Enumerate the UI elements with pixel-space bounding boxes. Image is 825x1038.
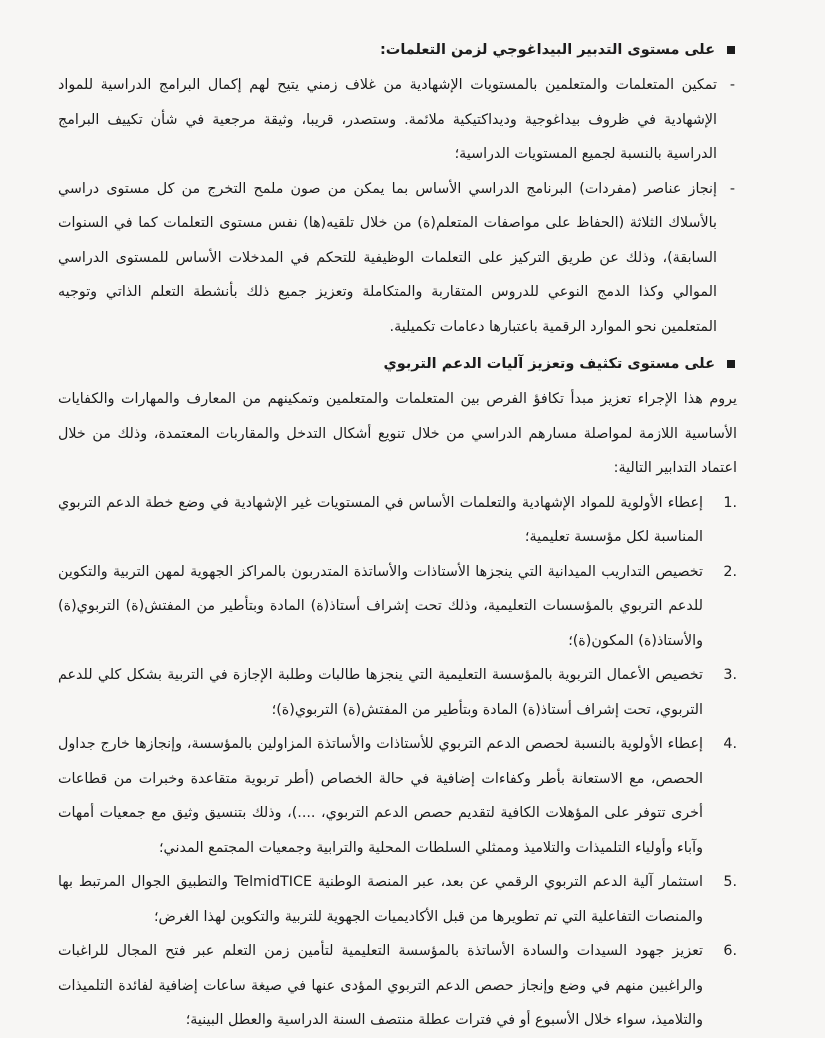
item-number: 2. [723,563,737,580]
numbered-measures-list [58,486,737,1038]
list-item: 4. إعطاء الأولوية بالنسبة لحصص الدعم التربوي للأستاذات والأساتذة المزاولين بالمؤسسة، وإنجازها خارج جداول الحصص، مع الاستعانة بأطر وكفاءات إضافية في حالة الخصاص (أطر تربوية متقاعدة وخبرات من قطاعات أخرى تتوفر على المؤهلات الكافية لتقديم حصص الدعم التربوي، ....)، وذلك بتنسيق وثيق مع جمعيات أمهات وآباء وأولياء التلميذات والتلاميذ وممثلي السلطات المحلية والترابية وجمعيات المجتمع المدني؛ [58,727,737,865]
section-heading-pedagogical-time: على مستوى التدبير البيداغوجي لزمن التعلمات: [58,38,737,62]
item-number: 1. [723,494,737,511]
dash-list-item: - تمكين المتعلمات والمتعلمين بالمستويات الإشهادية من غلاف زمني يتيح لهم إكمال البرامج الدراسية للمواد الإشهادية في ظروف بيداغوجية وديداكتيكية ملائمة. وستصدر، قريبا، وثيقة مرجعية في شأن تكييف البرامج الدراسية بالنسبة لجميع المستويات الدراسية؛ [58,68,737,172]
dash-list-item: - إنجاز عناصر (مفردات) البرنامج الدراسي الأساس بما يمكن من صون ملمح التخرج من كل مستوى دراسي بالأسلاك الثلاثة (الحفاظ على مواصفات المتعلم(ة) من خلال تلقيه(ها) نفس مستوى التعلمات كما في السنوات السابقة)، وذلك عن طريق التركيز على التعلمات الوظيفية للتحكم في المدخلات الأساس للمستوى الدراسي الموالي وكذا الدمج النوعي للدروس المتقاربة والمتكاملة وتعزيز جميع ذلك بأنشطة التعلم الذاتي وتوجيه المتعلمين نحو الموارد الرقمية باعتبارها دعامات تكميلية. [58,172,737,345]
dash-bullet-icon: - [729,180,735,197]
item-number: 3. [723,667,737,683]
list-item: 5. استثمار آلية الدعم التربوي الرقمي عن بعد، عبر المنصة الوطنية TelmidTICE والتطبيق الجوال المرتبط بها والمنصات التفاعلية التي تم تطويرها من قبل الأكاديميات الجهوية للتربية والتكوين لهذا الغرض؛ [58,865,737,934]
item-number: 5. [723,874,737,890]
item-number: 4. [723,736,737,752]
list-item: 6. تعزيز جهود السيدات والسادة الأساتذة بالمؤسسة التعليمية لتأمين زمن التعلم عبر فتح المجال للراغبات والراغبين منهم في وضع وإنجاز حصص الدعم التربوي المؤدى عنها في صيغة ساعات إضافية لفائدة التلميذات والتلاميذ، سواء خلال الأسبوع أو في فترات عطلة منتصف السنة الدراسية والعطل البينية؛ [58,934,737,1038]
square-bullet-icon [727,360,735,368]
list-item: 3. تخصيص الأعمال التربوية بالمؤسسة التعليمية التي ينجزها طالبات وطلبة الإجازة في التربية بشكل كلي للدعم التربوي، تحت إشراف أستاذ(ة) المادة وبتأطير من المفتش(ة) التربوي(ة)؛ [58,658,737,727]
section-heading-support: على مستوى تكثيف وتعزيز آليات الدعم التربوي [58,352,737,376]
dash-bullet-icon: - [729,77,735,93]
list-item: 2. تخصيص التداريب الميدانية التي ينجزها الأستاذات والأساتذة المتدربون بالمراكز الجهوية لمهن التربية والتكوين للدعم التربوي بالمؤسسات التعليمية، وذلك تحت إشراف أستاذ(ة) المادة وبتأطير من المفتش(ة) التربوي(ة) والأستاذ(ة) المكون(ة)؛ [58,555,737,659]
intro-paragraph: يروم هذا الإجراء تعزيز مبدأ تكافؤ الفرص بين المتعلمات والمتعلمين وتمكينهم من المعارف والمهارات والكفايات الأساسية اللازمة لمواصلة مسارهم الدراسي من خلال تنويع أشكال التدخل والمقاربات المعتمدة، وذلك من خلال اعتماد التدابير التالية: [58,391,737,476]
square-bullet-icon [727,46,735,54]
list-item: 1. إعطاء الأولوية للمواد الإشهادية والتعلمات الأساس في المستويات غير الإشهادية في وضع خطة الدعم التربوي المناسبة لكل مؤسسة تعليمية؛ [58,486,737,555]
item-number: 6. [723,943,737,959]
